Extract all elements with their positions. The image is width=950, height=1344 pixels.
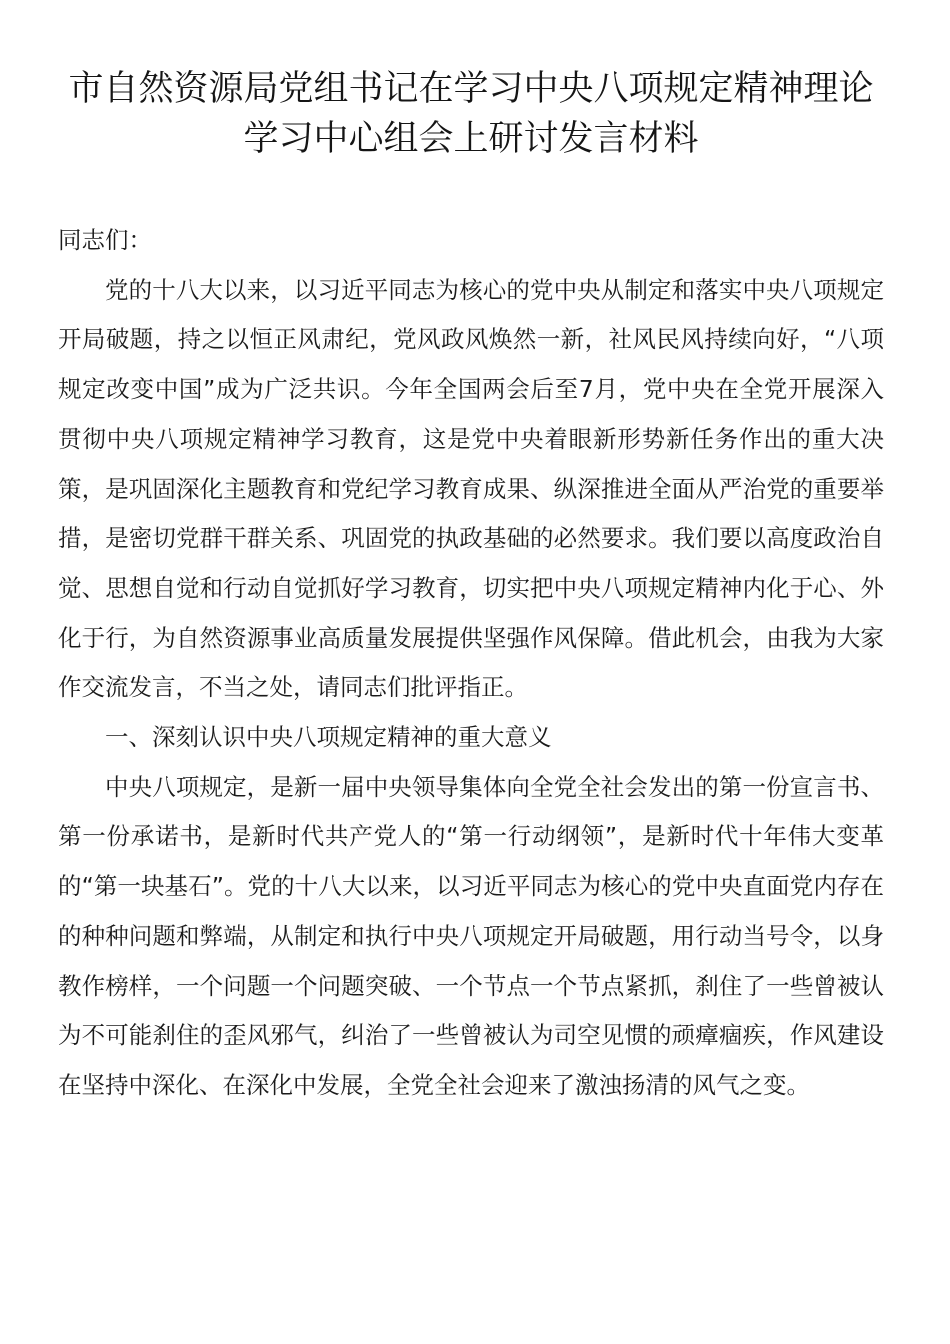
intro-paragraph: 党的十八大以来，以习近平同志为核心的党中央从制定和落实中央八项规定开局破题，持之以恒正风肃纪，党风政风焕然一新，社风民风持续向好，“八项规定改变中国”成为广泛共识。今年全国两会后至7月，党中央在全党开展深入贯彻中央八项规定精神学习教育，这是党中央着眼新形势新任务作出的重大决策，是巩固深化主题教育和党纪学习教育成果、纵深推进全面从严治党的重要举措，是密切党群干群关系、巩固党的执政基础的必然要求。我们要以高度政治自觉、思想自觉和行动自觉抓好学习教育，切实把中央八项规定精神内化于心、外化于行，为自然资源事业高质量发展提供坚强作风保障。借此机会，由我为大家作交流发言，不当之处，请同志们批评指正。: [58, 275, 884, 702]
section-1-paragraph: 中央八项规定，是新一届中央领导集体向全党全社会发出的第一份宣言书、第一份承诺书，是新时代共产党人的“第一行动纲领”，是新时代十年伟大变革的“第一块基石”。党的十八大以来，以习近平同志为核心的党中央直面党内存在的种种问题和弊端，从制定和执行中央八项规定开局破题，用行动当号令，以身教作榜样，一个问题一个问题突破、一个节点一个节点紧抓，刹住了一些曾被认为不可能刹住的歪风邪气，纠治了一些曾被认为司空见惯的顽瘴痼疾，作风建设在坚持中深化、在深化中发展，全党全社会迎来了激浊扬清的风气之变。: [58, 772, 884, 1099]
section-heading-1: 一、深刻认识中央八项规定精神的重大意义: [105, 723, 552, 752]
document-title: 市自然资源局党组书记在学习中央八项规定精神理论学习中心组会上研讨发言材料: [68, 69, 874, 159]
document-body: [58, 216, 884, 1111]
salutation: 同志们：: [58, 226, 152, 254]
